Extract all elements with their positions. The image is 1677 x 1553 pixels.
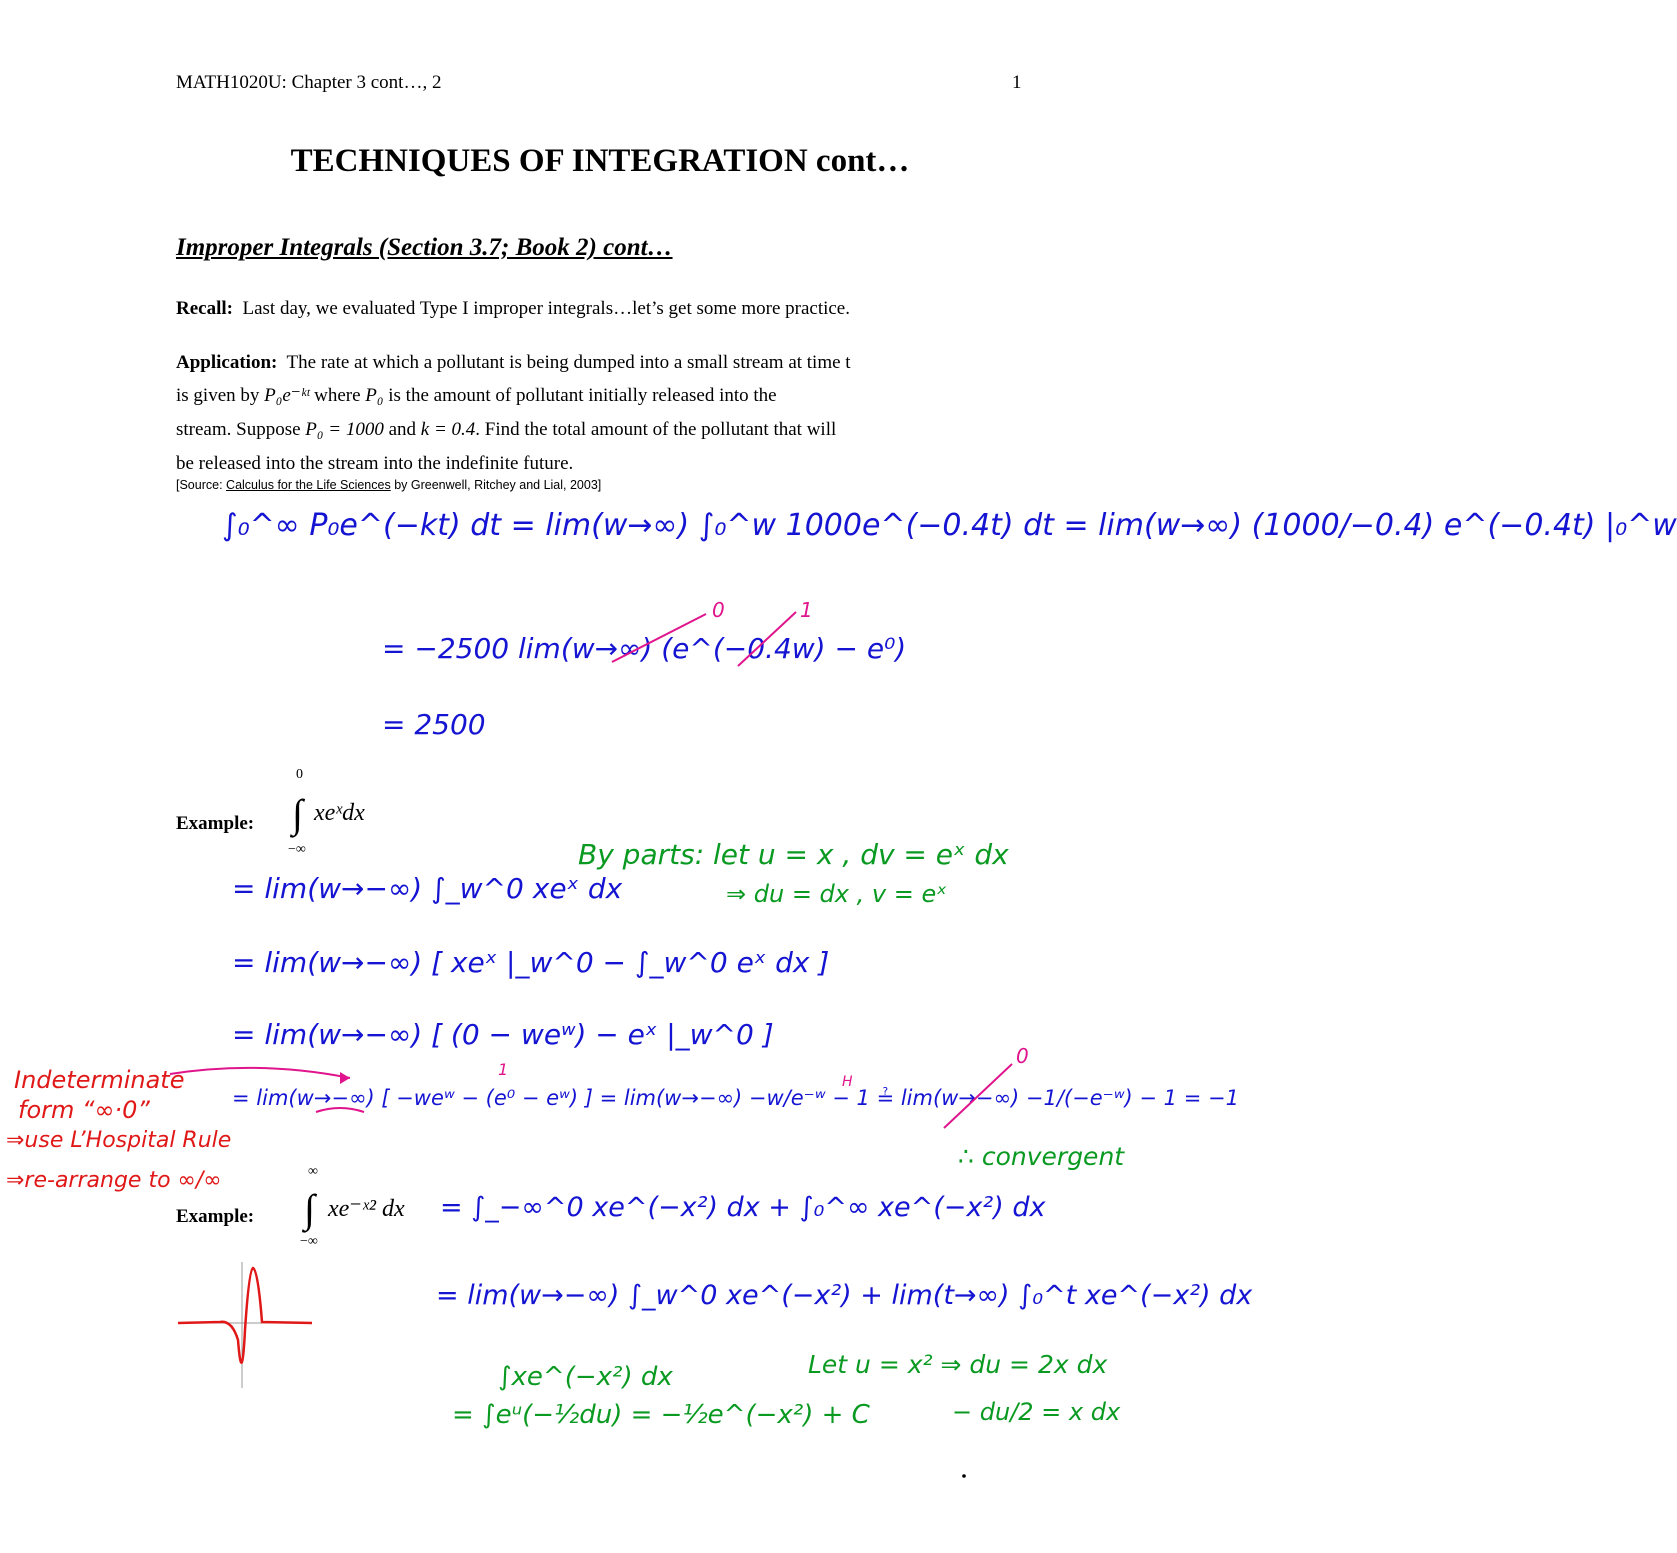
strike-arrow-2 <box>738 612 796 666</box>
handwritten-application-step-1: ∫₀^∞ P₀e^(−kt) dt = lim(w→∞) ∫₀^w 1000e^(−0.4t) dt = lim(w→∞) (1000/−0.4) e^(−0.4t) |₀^w <box>222 508 1677 543</box>
application-text-2a: is given by <box>176 385 260 406</box>
handwritten-example-2-substitution-result: = ∫eᵘ(−½du) = −½e^(−x²) + C <box>452 1400 870 1430</box>
math-p0-value: P₀ = 1000 <box>305 419 384 440</box>
integral-sign-2: ∫ <box>304 1186 315 1231</box>
recall-text: Last day, we evaluated Type I improper integrals…let’s get some more practice. <box>242 298 850 319</box>
handwritten-example-2-antiderivative: ∫xe^(−x²) dx <box>498 1362 673 1392</box>
red-note-hospital: ⇒use L’Hospital Rule <box>6 1128 232 1153</box>
cancel-mark-zero-b: 0 <box>1016 1044 1029 1068</box>
integral-sign: ∫ <box>292 791 303 836</box>
red-note-form: form “∞·0” <box>18 1096 150 1124</box>
by-parts-line-1: By parts: let u = x , dv = eˣ dx <box>578 838 1009 871</box>
handwritten-example-1-step-1: = lim(w→−∞) ∫_w^0 xeˣ dx <box>232 872 623 905</box>
application-text-3and: and <box>388 419 417 440</box>
math-p0-e-kt: P₀e⁻ᵏᵗ <box>264 385 310 406</box>
application-text-3a: stream. Suppose <box>176 419 301 440</box>
application-text-3b: . Find the total amount of the pollutant that will <box>475 419 837 440</box>
application-text-2c: is the amount of pollutant initially released into the <box>388 385 777 406</box>
application-text-2b: where <box>314 385 361 406</box>
handwritten-application-step-2: = −2500 lim(w→∞) (e^(−0.4w) − e⁰) <box>382 632 907 665</box>
page-title: TECHNIQUES OF INTEGRATION cont… <box>290 143 910 179</box>
strike-arrow-3 <box>944 1064 1012 1128</box>
example-2-lower-limit: −∞ <box>300 1234 318 1249</box>
by-parts-line-2: ⇒ du = dx , v = eˣ <box>726 880 947 908</box>
source-prefix: [Source: <box>176 478 223 492</box>
source-suffix: by Greenwell, Ritchey and Lial, 2003] <box>394 478 602 492</box>
example-2-label: Example: <box>176 1206 255 1227</box>
underline-we-w <box>316 1108 364 1112</box>
example-2-upper-limit: ∞ <box>308 1164 318 1179</box>
cancel-mark-one: 1 <box>800 598 813 622</box>
example-2-integrand: xe⁻ˣ² dx <box>328 1196 405 1222</box>
example-1-label: Example: <box>176 813 255 834</box>
example-1-lower-limit: −∞ <box>288 842 306 857</box>
page-number: 1 <box>1012 72 1022 93</box>
substitution-note-1: Let u = x² ⇒ du = 2x dx <box>808 1350 1108 1379</box>
application-line-4: be released into the stream into the indefinite future. <box>176 453 574 474</box>
strike-arrow-1 <box>612 614 706 662</box>
hospital-rule-mark: H <box>842 1074 853 1090</box>
example-1-integrand: xeˣdx <box>314 800 365 826</box>
source-book-title: Calculus for the Life Sciences <box>226 478 391 492</box>
indeterminate-arrow <box>170 1068 350 1078</box>
application-label: Application: <box>176 352 278 373</box>
handwritten-example-2-step-2: = lim(w→−∞) ∫_w^0 xe^(−x²) + lim(t→∞) ∫₀^t xe^(−x²) dx <box>436 1280 1253 1311</box>
section-heading: Improper Integrals (Section 3.7; Book 2) cont… <box>176 234 673 261</box>
cancel-mark-zero: 0 <box>712 598 725 622</box>
stray-dot <box>962 1474 966 1478</box>
example-1-upper-limit: 0 <box>296 767 303 782</box>
function-graph <box>178 1262 312 1388</box>
handwritten-example-1-step-4: = lim(w→−∞) [ −weʷ − (e⁰ − eʷ) ] = lim(w→−∞) −w/e⁻ʷ − 1 ≟ lim(w→−∞) −1/(−e⁻ʷ) − 1 = −1 <box>232 1086 1239 1110</box>
recall-label: Recall: <box>176 298 233 319</box>
math-k-value: k = 0.4 <box>420 419 476 440</box>
page-header-course: MATH1020U: Chapter 3 cont…, 2 <box>176 72 442 93</box>
handwritten-example-1-step-3: = lim(w→−∞) [ (0 − weʷ) − eˣ |_w^0 ] <box>232 1018 774 1051</box>
cancel-mark-one-b: 1 <box>498 1060 509 1079</box>
handwritten-application-step-3: = 2500 <box>382 708 486 741</box>
indeterminate-arrowhead <box>340 1072 350 1084</box>
substitution-note-2: − du/2 = x dx <box>952 1398 1121 1426</box>
red-note-rearrange: ⇒re-arrange to ∞/∞ <box>6 1168 222 1193</box>
handwritten-example-1-step-2: = lim(w→−∞) [ xeˣ |_w^0 − ∫_w^0 eˣ dx ] <box>232 946 830 979</box>
graph-curve <box>178 1268 312 1363</box>
math-p0: P₀ <box>365 385 384 406</box>
red-note-indeterminate: Indeterminate <box>14 1066 185 1094</box>
application-text-1: The rate at which a pollutant is being dumped into a small stream at time t <box>286 352 851 373</box>
convergent-note: ∴ convergent <box>958 1142 1125 1171</box>
handwritten-example-2-step-1: = ∫_−∞^0 xe^(−x²) dx + ∫₀^∞ xe^(−x²) dx <box>440 1192 1046 1223</box>
